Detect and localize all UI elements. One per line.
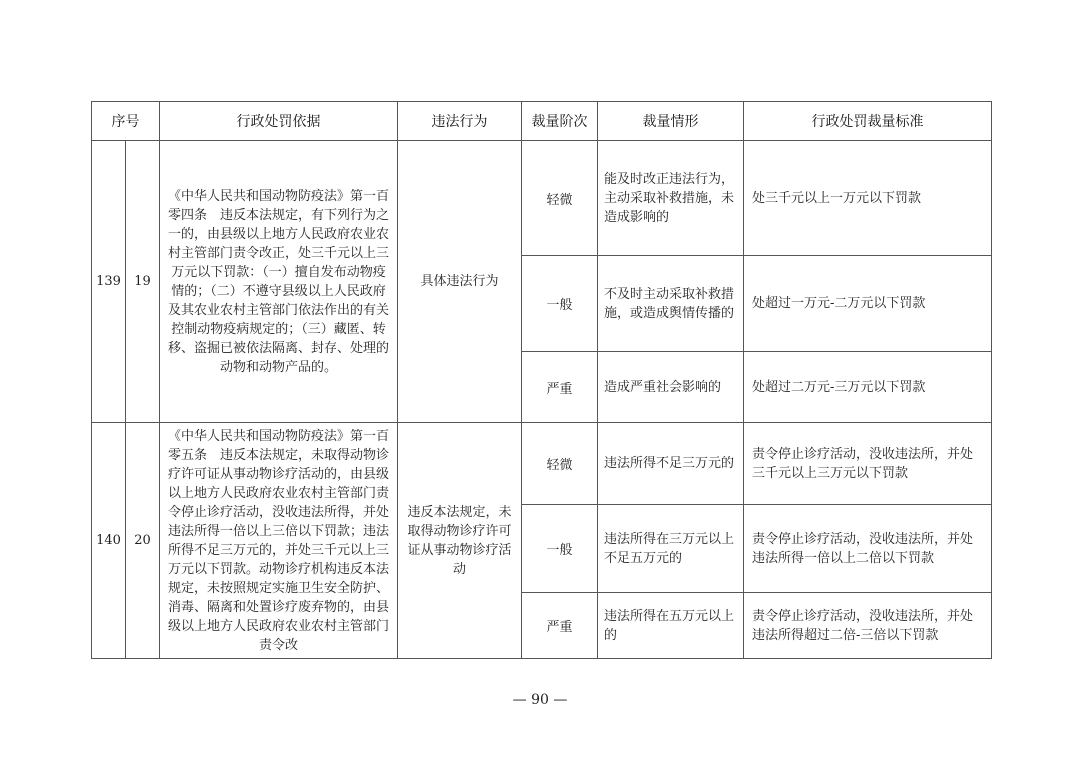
level-cell: 严重 xyxy=(522,593,598,659)
standard-cell: 处超过二万元-三万元以下罚款 xyxy=(744,352,992,423)
row-sub-number: 19 xyxy=(126,141,160,423)
level-cell: 严重 xyxy=(522,352,598,423)
penalty-basis: 《中华人民共和国动物防疫法》第一百零五条 违反本法规定，未取得动物诊疗许可证从事动物诊疗活动的，由县级以上地方人民政府农业农村主管部门责令停止诊疗活动，没收违法所得，并处违法所得一倍以上三倍以下罚款；违法所得不足三万元的，并处三千元以上三万元以下罚款。动物诊疗机构违反本法规定，未按照规定实施卫生安全防护、消毒、隔离和处置诊疗废弃物的，由县级以上地方人民政府农业农村主管部门责令改 xyxy=(160,423,398,659)
standard-cell: 责令停止诊疗活动，没收违法所，并处三千元以上三万元以下罚款 xyxy=(744,423,992,505)
table-header-row xyxy=(92,102,992,141)
violation-cell: 具体违法行为 xyxy=(398,141,522,423)
standard-cell: 处超过一万元-二万元以下罚款 xyxy=(744,256,992,352)
header-situation: 裁量情形 xyxy=(598,102,744,141)
level-cell: 一般 xyxy=(522,505,598,593)
penalty-basis: 《中华人民共和国动物防疫法》第一百零四条 违反本法规定，有下列行为之一的，由县级以上地方人民政府农业农村主管部门责令改正，处三千元以上三万元以下罚款：（一）擅自发布动物疫情的；（二）不遵守县级以上人民政府及其农业农村主管部门依法作出的有关控制动物疫病规定的；（三）藏匿、转移、盗掘已被依法隔离、封存、处理的动物和动物产品的。 xyxy=(160,141,398,423)
row-number: 140 xyxy=(92,423,126,659)
header-violation: 违法行为 xyxy=(398,102,522,141)
situation-cell: 造成严重社会影响的 xyxy=(598,352,744,423)
table-row xyxy=(92,141,992,256)
header-standard: 行政处罚裁量标准 xyxy=(744,102,992,141)
situation-cell: 违法所得不足三万元的 xyxy=(598,423,744,505)
row-number: 139 xyxy=(92,141,126,423)
standard-cell: 责令停止诊疗活动，没收违法所，并处违法所得超过二倍-三倍以下罚款 xyxy=(744,593,992,659)
standard-cell: 责令停止诊疗活动，没收违法所，并处违法所得一倍以上二倍以下罚款 xyxy=(744,505,992,593)
violation-cell: 违反本法规定，未取得动物诊疗许可证从事动物诊疗活动 xyxy=(398,423,522,659)
row-sub-number: 20 xyxy=(126,423,160,659)
header-level: 裁量阶次 xyxy=(522,102,598,141)
situation-cell: 不及时主动采取补救措施，或造成舆情传播的 xyxy=(598,256,744,352)
table-row xyxy=(92,423,992,505)
situation-cell: 违法所得在三万元以上不足五万元的 xyxy=(598,505,744,593)
situation-cell: 违法所得在五万元以上的 xyxy=(598,593,744,659)
level-cell: 轻微 xyxy=(522,141,598,256)
standard-cell: 处三千元以上一万元以下罚款 xyxy=(744,141,992,256)
page-number: — 90 — xyxy=(512,692,568,708)
header-seq: 序号 xyxy=(92,102,160,141)
penalty-table xyxy=(91,101,992,659)
level-cell: 轻微 xyxy=(522,423,598,505)
level-cell: 一般 xyxy=(522,256,598,352)
header-basis: 行政处罚依据 xyxy=(160,102,398,141)
situation-cell: 能及时改正违法行为，主动采取补救措施，未造成影响的 xyxy=(598,141,744,256)
